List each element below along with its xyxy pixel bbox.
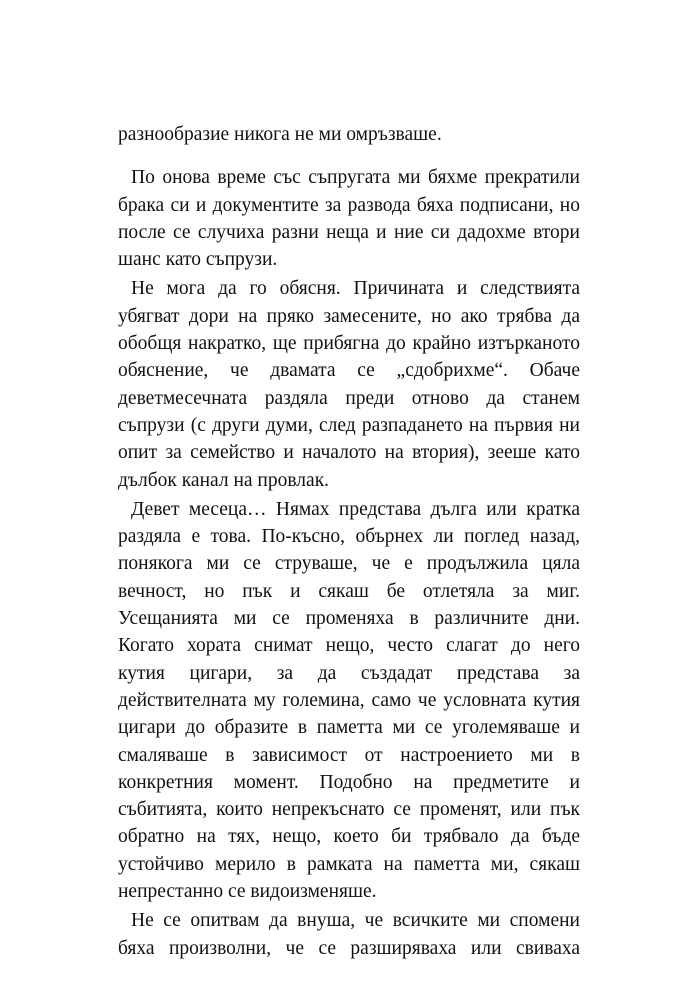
paragraph [118, 164, 580, 273]
text-line: По онова време със съпругата ми бяхме прекратили [131, 167, 580, 189]
page-body-text [118, 121, 580, 962]
text-line: непрестанно се видоизменяше. [118, 881, 377, 903]
paragraph [118, 907, 580, 962]
text-line: устойчиво мерило в рамката на паметта ми, сякаш [118, 853, 580, 875]
text-line: понякога ми се струваше, че е продължила цяла [118, 553, 580, 575]
text-line: раздяла е това. По-късно, обърнех ли поглед назад, [118, 526, 580, 548]
text-line: цигари до образите в паметта ми се уголемяваше и [118, 717, 580, 739]
text-line: шанс като съпрузи. [118, 249, 278, 271]
text-line: Не мога да го обясня. Причината и следствията [131, 278, 580, 300]
text-line: събитията, които непрекъснато се променят, или пък [118, 799, 580, 821]
text-line: дълбок канал на провлак. [118, 469, 330, 491]
text-line: вечност, но пък и сякаш бе отлетяла за миг. [118, 580, 580, 602]
text-line: съпрузи (с други думи, след разпадането на първия ни [118, 414, 580, 436]
text-line: кутия цигари, за да създадат представа за [118, 662, 580, 684]
text-line: действителната му големина, само че условната кутия [118, 689, 580, 711]
paragraph [118, 275, 580, 493]
text-line: разнообразие никога не ми омръзваше. [118, 124, 442, 145]
text-line: брака си и документите за развода бяха подписани, но [118, 194, 580, 216]
text-line: после се случиха разни неща и ние си дадохме втори [118, 221, 580, 243]
text-line: бяха произволни, че се разширяваха или свиваха [118, 937, 580, 959]
text-line: деветмесечната раздяла преди отново да станем [118, 387, 580, 409]
text-line: обобщя накратко, ще прибягна до крайно изтърканото [118, 333, 580, 355]
paragraph-gap [118, 148, 580, 164]
text-line: конкретния момент. Подобно на предметите и [118, 771, 580, 793]
text-line: опит за семейство и началото на втория), зееше като [118, 442, 580, 464]
text-line: Усещанията ми се променяха в различните дни. [118, 608, 580, 630]
text-line: Не се опитвам да внуша, че всичките ми спомени [131, 910, 580, 932]
text-line: Когато хората снимат нещо, често слагат до него [118, 635, 580, 657]
text-line: обяснение, че двамата се „сдобрихме“. Обаче [118, 360, 580, 382]
text-line: убягват дори на пряко замесените, но ако трябва да [118, 305, 580, 327]
text-line: Девет месеца… Нямах представа дълга или кратка [131, 498, 580, 520]
text-line: смаляваше в зависимост от настроението ми в [118, 744, 580, 766]
paragraph [118, 121, 580, 148]
text-line: обратно на тях, нещо, което би трябвало да бъде [118, 826, 580, 848]
paragraph [118, 496, 580, 905]
